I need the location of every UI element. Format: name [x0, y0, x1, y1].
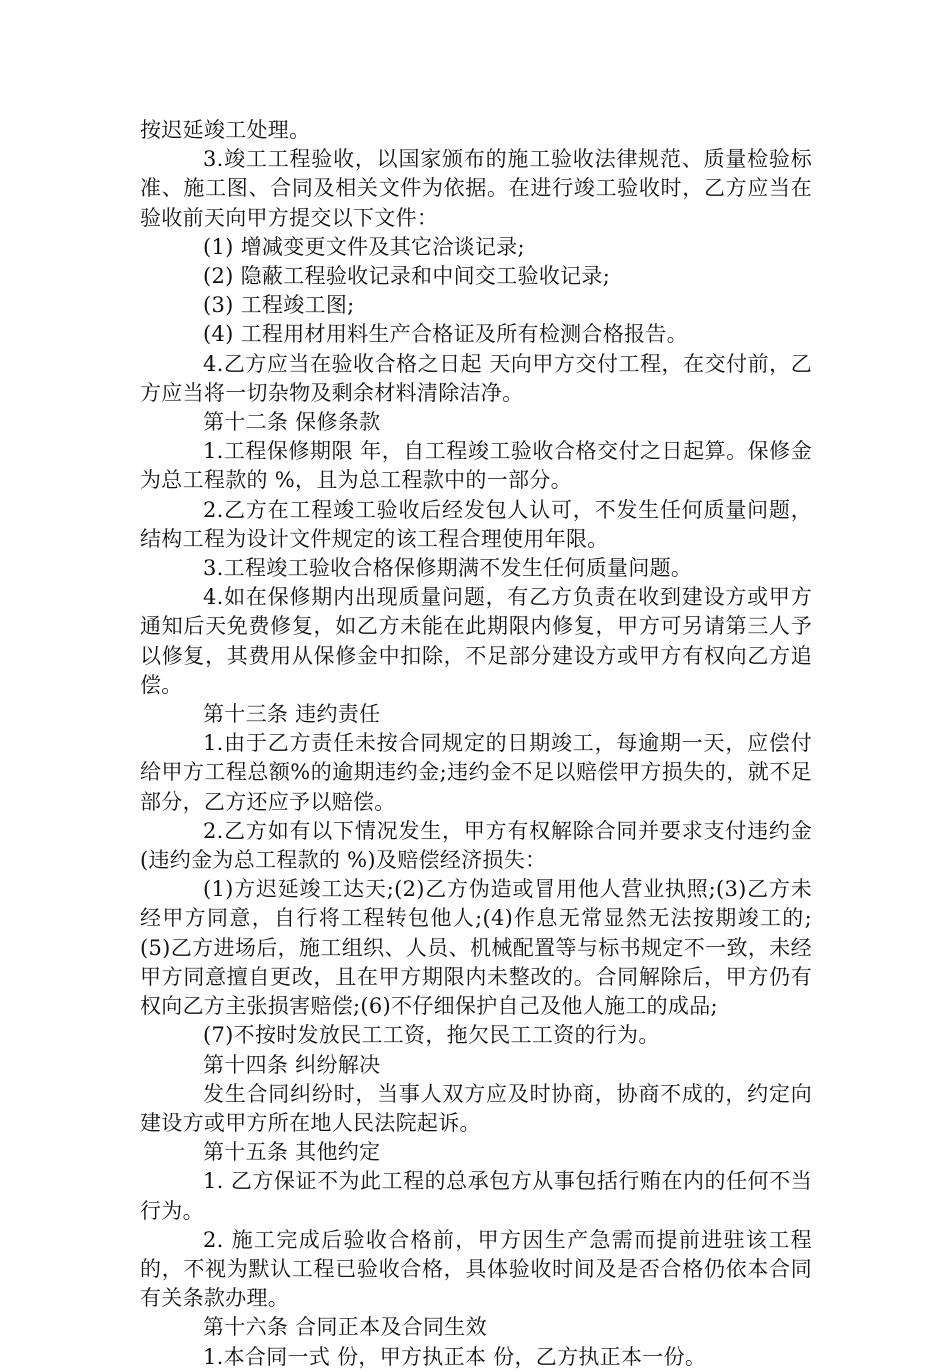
paragraph: 4.乙方应当在验收合格之日起 天向甲方交付工程，在交付前，乙方应当将一切杂物及剩余材料清除洁净。 [140, 351, 812, 405]
section-heading: 第十六条 合同正本及合同生效 [203, 1315, 487, 1340]
document-body [140, 116, 812, 1372]
paragraph: 发生合同纠纷时，当事人双方应及时协商，协商不成的，约定向建设方或甲方所在地人民法院起诉。 [140, 1081, 812, 1135]
section-heading: 第十三条 违约责任 [203, 702, 381, 727]
paragraph: 1.工程保修期限 年，自工程竣工验收合格交付之日起算。保修金为总工程款的 %，且为总工程款中的一部分。 [140, 439, 812, 493]
paragraph: 2.乙方在工程竣工验收后经发包人认可，不发生任何质量问题，结构工程为设计文件规定的该工程合理使用年限。 [140, 497, 812, 551]
list-item: (4) 工程用材用料生产合格证及所有检测合格报告。 [203, 322, 688, 347]
paragraph: 2. 施工完成后验收合格前，甲方因生产急需而提前进驻该工程的，不视为默认工程已验收合格，具体验收时间及是否合格仍依本合同有关条款办理。 [140, 1227, 812, 1311]
paragraph: 4.如在保修期内出现质量问题，有乙方负责在收到建设方或甲方通知后天免费修复，如乙方未能在此期限内修复，甲方可另请第三人予以修复，其费用从保修金中扣除，不足部分建设方或甲方有权向乙方追偿。 [140, 585, 812, 697]
paragraph: 按迟延竣工处理。 [140, 118, 311, 142]
paragraph: 3.竣工工程验收，以国家颁布的施工验收法律规范、质量检验标准、施工图、合同及相关文件为依据。在进行竣工验收时，乙方应当在验收前天向甲方提交以下文件： [140, 147, 812, 230]
paragraph: (1)方迟延竣工达天;(2)乙方伪造或冒用他人营业执照;(3)乙方未经甲方同意，自行将工程转包他人;(4)作息无常显然无法按期竣工的;(5)乙方进场后，施工组织、人员、机械配置等与标书规定不一致，未经甲方同意擅自更改，且在甲方期限内未整改的。合同解除后，甲方仍有权向乙方主张损害赔偿;(6)不仔细保护自己及他人施工的成品; [140, 877, 812, 1019]
list-item: (3) 工程竣工图; [203, 293, 355, 318]
paragraph: 3.工程竣工验收合格保修期满不发生任何质量问题。 [203, 556, 693, 581]
paragraph: 2.乙方如有以下情况发生，甲方有权解除合同并要求支付违约金(违约金为总工程款的 %)及赔偿经济损失： [140, 818, 812, 873]
section-heading: 第十五条 其他约定 [203, 1140, 381, 1165]
paragraph: (7)不按时发放民工工资，拖欠民工工资的行为。 [203, 1023, 660, 1048]
section-heading: 第十二条 保修条款 [203, 410, 381, 435]
list-item: (2) 隐蔽工程验收记录和中间交工验收记录; [203, 264, 611, 289]
paragraph: 1.本合同一式 份，甲方执正本 份，乙方执正本一份。 [203, 1344, 707, 1369]
list-item: (1) 增减变更文件及其它洽谈记录; [203, 234, 525, 259]
paragraph: 1.由于乙方责任未按合同规定的日期竣工，每逾期一天，应偿付给甲方工程总额%的逾期违约金;违约金不足以赔偿甲方损失的，就不足部分，乙方还应予以赔偿。 [140, 731, 812, 814]
paragraph: 1. 乙方保证不为此工程的总承包方从事包括行贿在内的任何不当行为。 [140, 1169, 812, 1223]
section-heading: 第十四条 纠纷解决 [203, 1052, 381, 1077]
